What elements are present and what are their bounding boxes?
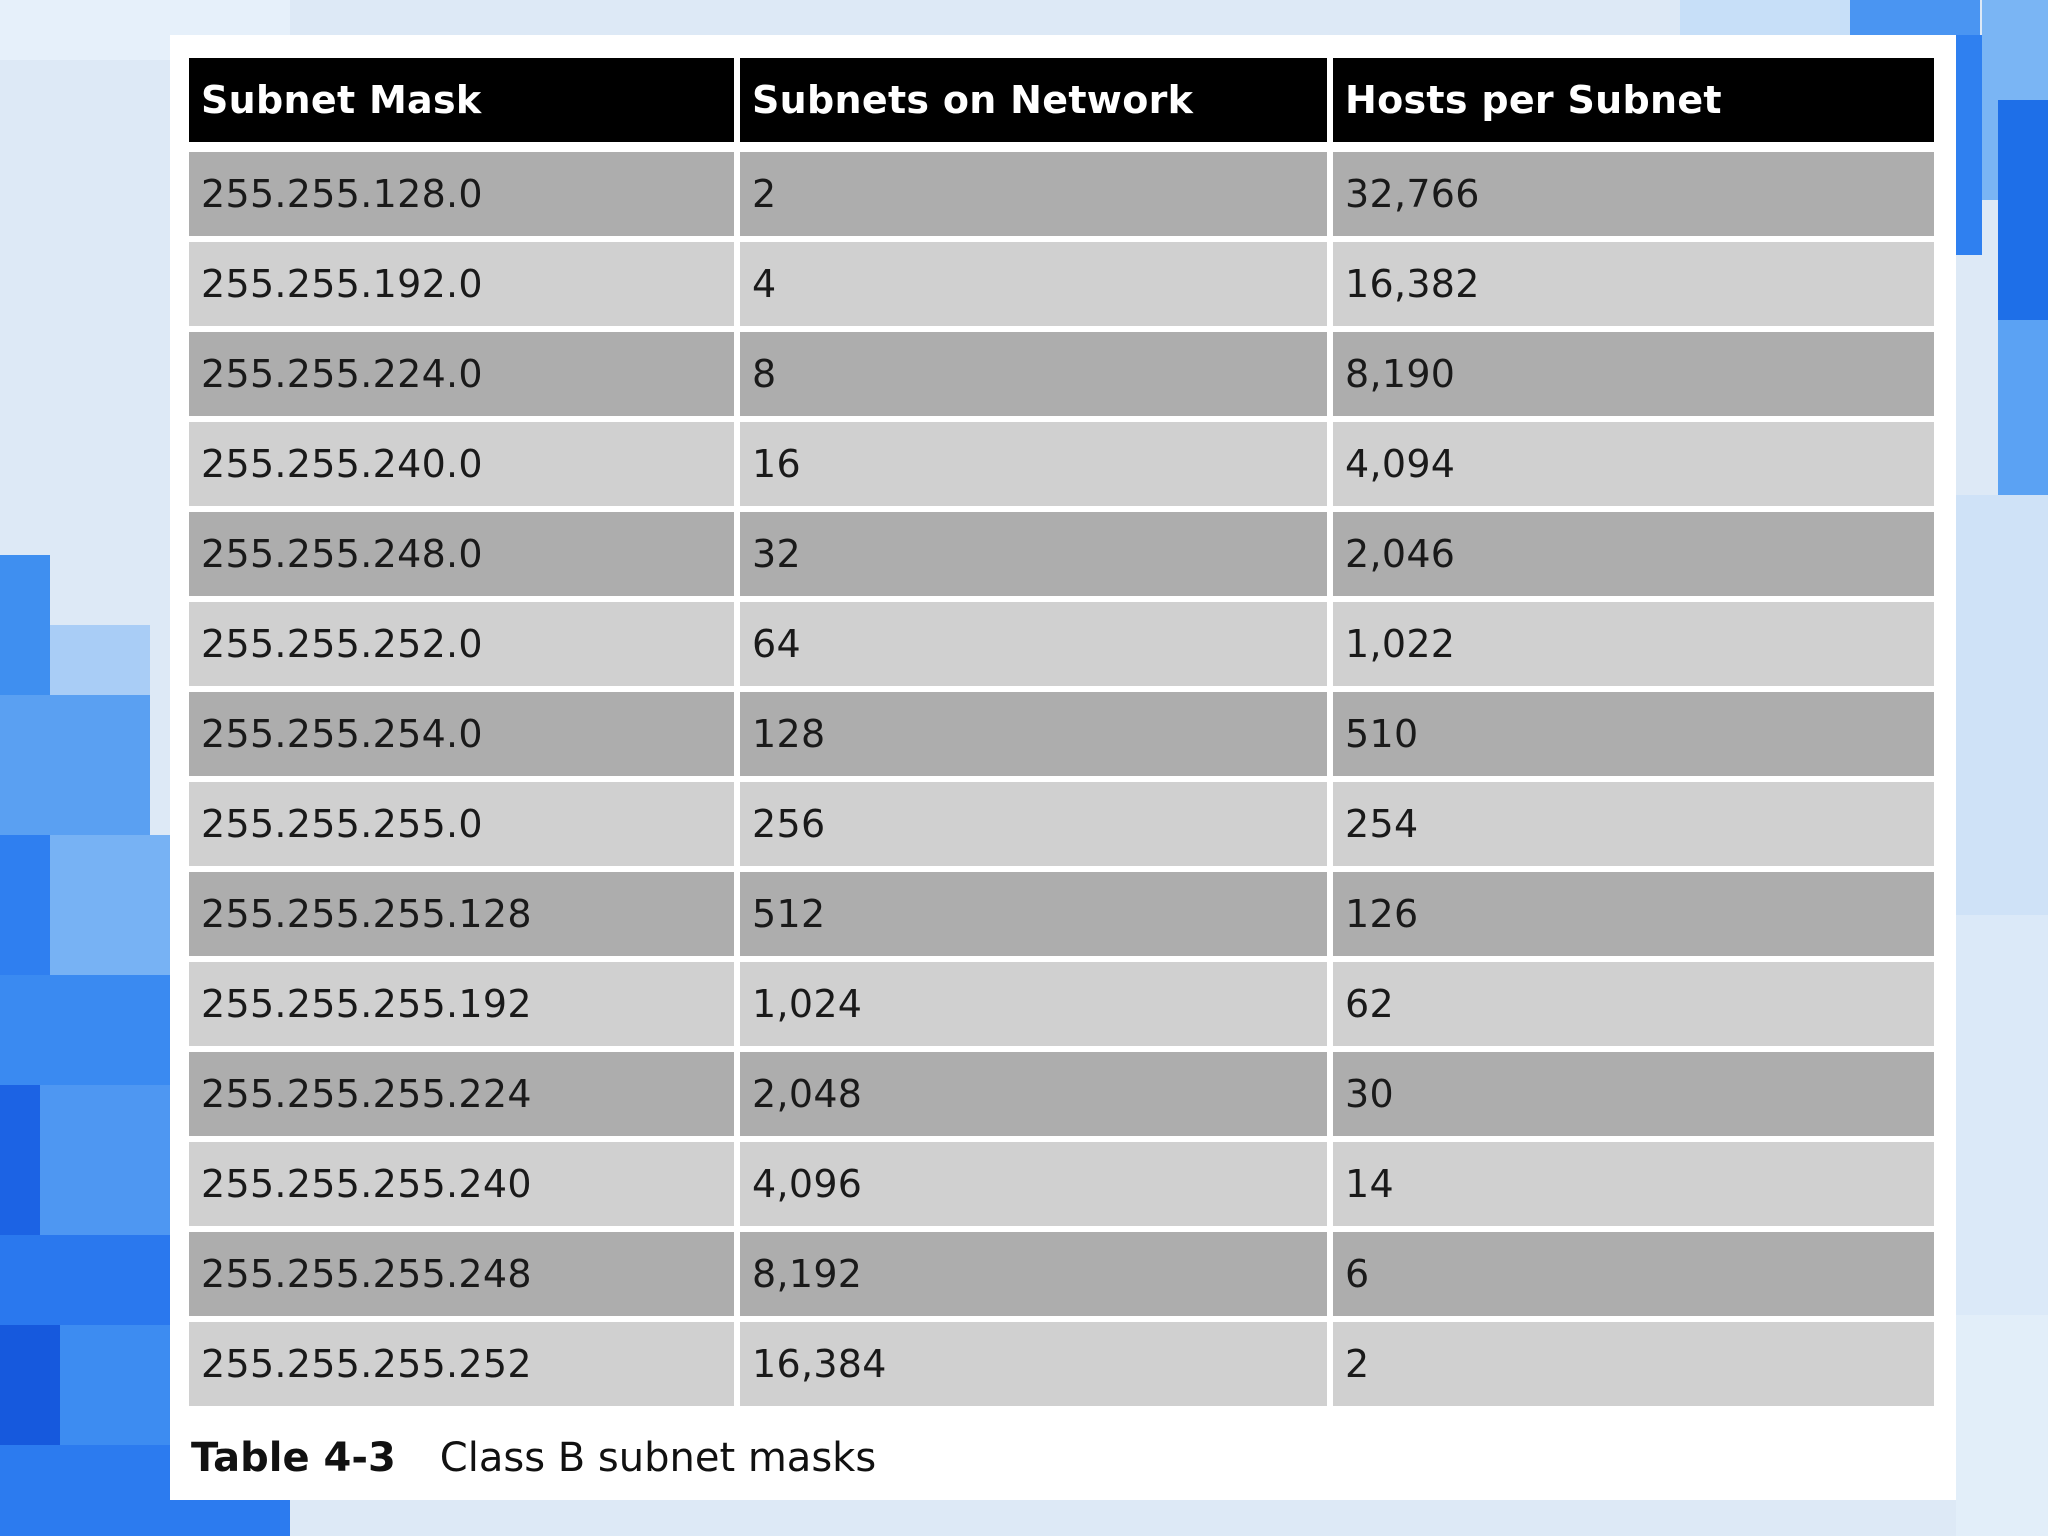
hosts-cell: 254 <box>1333 782 1934 866</box>
subnets-cell: 512 <box>740 872 1327 956</box>
hosts-cell: 510 <box>1333 692 1934 776</box>
subnet-mask-cell: 255.255.255.224 <box>189 1052 734 1136</box>
table-caption <box>191 1435 876 1481</box>
hosts-cell: 126 <box>1333 872 1934 956</box>
subnets-cell: 4 <box>740 242 1327 326</box>
subnet-mask-cell: 255.255.128.0 <box>189 152 734 236</box>
subnet-mask-cell: 255.255.255.248 <box>189 1232 734 1316</box>
hosts-cell: 32,766 <box>1333 152 1934 236</box>
header-subnets-on-network: Subnets on Network <box>740 58 1327 142</box>
table-row <box>189 872 1934 956</box>
table-row <box>189 692 1934 776</box>
table-row <box>189 332 1934 416</box>
hosts-cell: 4,094 <box>1333 422 1934 506</box>
hosts-cell: 2 <box>1333 1322 1934 1406</box>
caption-label: Table 4-3 <box>191 1435 396 1481</box>
table-row <box>189 1322 1934 1406</box>
hosts-cell: 16,382 <box>1333 242 1934 326</box>
subnets-cell: 1,024 <box>740 962 1327 1046</box>
hosts-cell: 1,022 <box>1333 602 1934 686</box>
subnets-cell: 4,096 <box>740 1142 1327 1226</box>
subnet-mask-cell: 255.255.255.240 <box>189 1142 734 1226</box>
subnet-mask-cell: 255.255.224.0 <box>189 332 734 416</box>
subnets-cell: 64 <box>740 602 1327 686</box>
header-hosts-per-subnet: Hosts per Subnet <box>1333 58 1934 142</box>
table-header-row <box>189 58 1934 142</box>
subnet-mask-cell: 255.255.255.252 <box>189 1322 734 1406</box>
subnets-cell: 2,048 <box>740 1052 1327 1136</box>
table-body <box>189 152 1934 1406</box>
table-row <box>189 602 1934 686</box>
subnets-cell: 256 <box>740 782 1327 866</box>
subnets-cell: 2 <box>740 152 1327 236</box>
subnet-mask-cell: 255.255.192.0 <box>189 242 734 326</box>
subnets-cell: 16,384 <box>740 1322 1327 1406</box>
subnets-cell: 32 <box>740 512 1327 596</box>
table-row <box>189 242 1934 326</box>
subnets-cell: 8 <box>740 332 1327 416</box>
table-row <box>189 512 1934 596</box>
subnet-mask-cell: 255.255.252.0 <box>189 602 734 686</box>
hosts-cell: 14 <box>1333 1142 1934 1226</box>
table-row <box>189 1052 1934 1136</box>
subnet-mask-cell: 255.255.255.128 <box>189 872 734 956</box>
table-row <box>189 152 1934 236</box>
hosts-cell: 30 <box>1333 1052 1934 1136</box>
subnet-mask-cell: 255.255.248.0 <box>189 512 734 596</box>
table-row <box>189 1142 1934 1226</box>
header-subnet-mask: Subnet Mask <box>189 58 734 142</box>
subnet-mask-cell: 255.255.255.0 <box>189 782 734 866</box>
subnet-table <box>189 58 1934 1412</box>
table-row <box>189 962 1934 1046</box>
slide-content <box>170 35 1956 1500</box>
subnets-cell: 16 <box>740 422 1327 506</box>
hosts-cell: 6 <box>1333 1232 1934 1316</box>
table-row <box>189 1232 1934 1316</box>
hosts-cell: 8,190 <box>1333 332 1934 416</box>
caption-text: Class B subnet masks <box>439 1435 877 1481</box>
hosts-cell: 2,046 <box>1333 512 1934 596</box>
table-row <box>189 782 1934 866</box>
subnets-cell: 128 <box>740 692 1327 776</box>
table-row <box>189 422 1934 506</box>
subnets-cell: 8,192 <box>740 1232 1327 1316</box>
hosts-cell: 62 <box>1333 962 1934 1046</box>
subnet-mask-cell: 255.255.254.0 <box>189 692 734 776</box>
subnet-mask-cell: 255.255.255.192 <box>189 962 734 1046</box>
subnet-mask-cell: 255.255.240.0 <box>189 422 734 506</box>
